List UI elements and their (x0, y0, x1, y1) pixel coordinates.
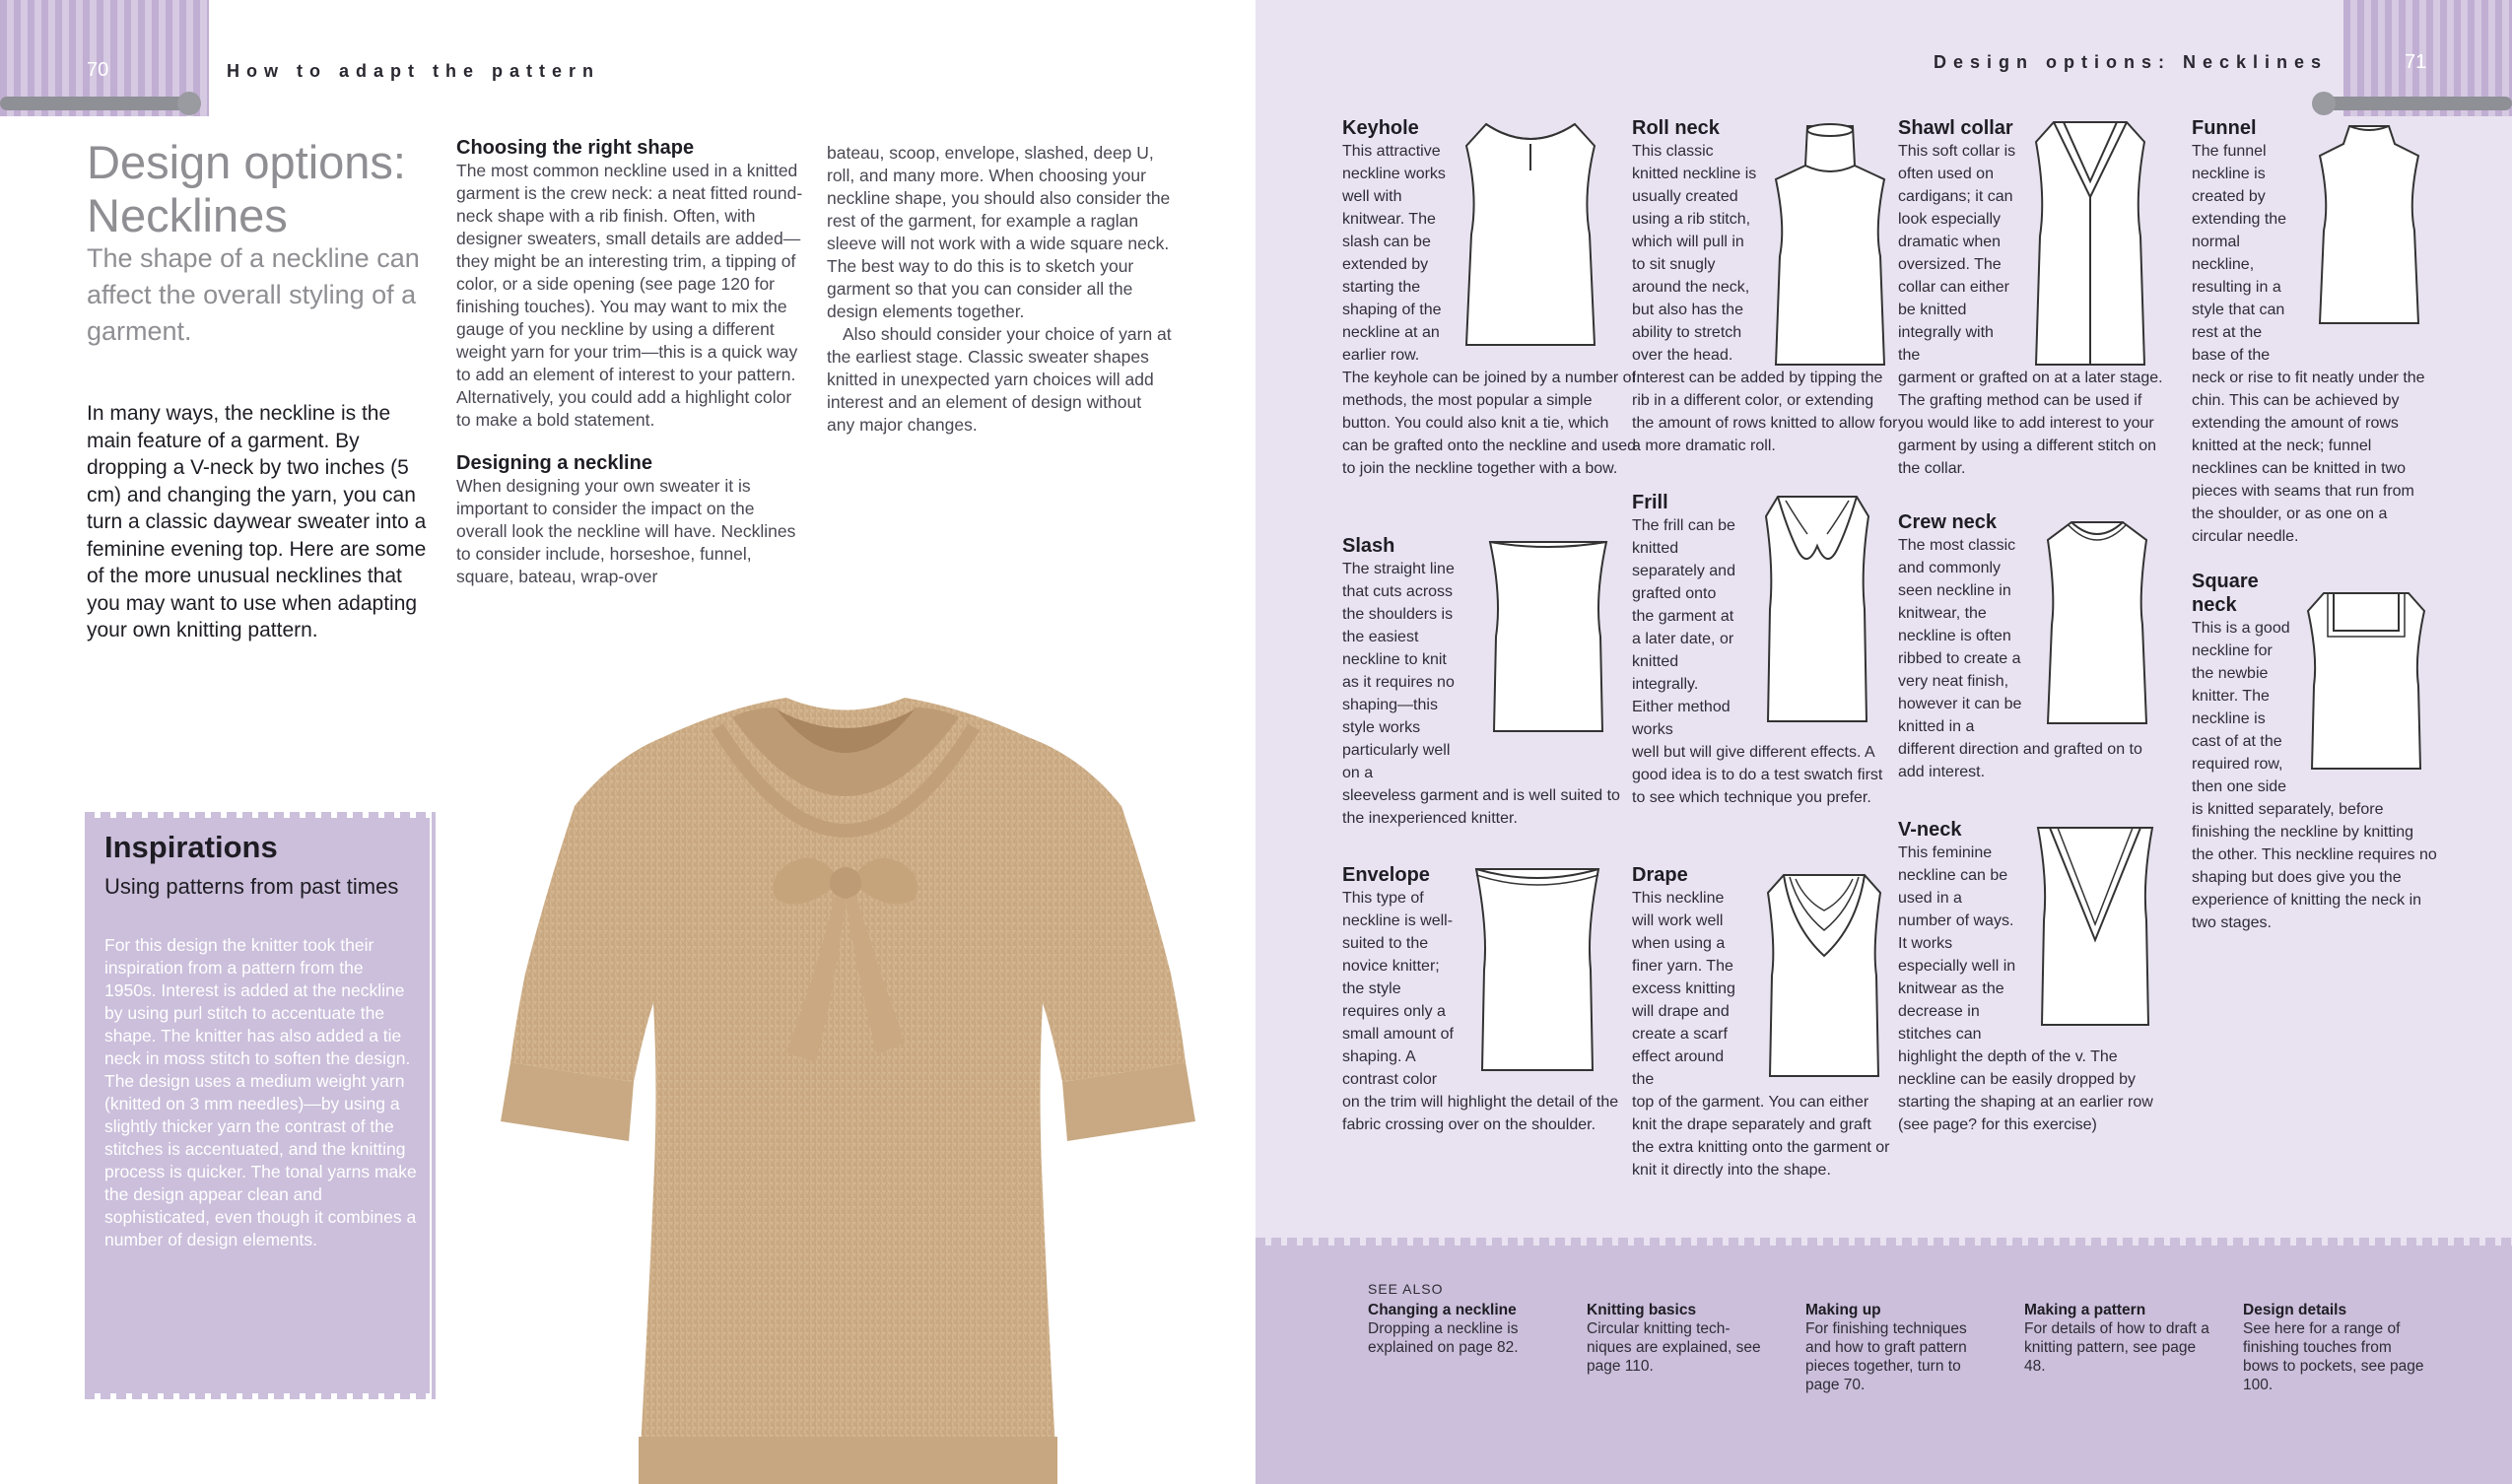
title-line-1: Design options: (87, 136, 406, 188)
heading-designing-neckline: Designing a neckline (456, 452, 652, 474)
roll-neck-heading: Roll neck (1632, 117, 1720, 139)
see-also-item-title: Design details (2243, 1302, 2347, 1318)
roll-neck-garment-icon (1766, 118, 1894, 374)
shawl-collar-text: This soft collar is often used on cardigans; it can look especially dramatic when oversized. The collar can either be knitted integrally with the (1898, 143, 2016, 364)
inspirations-title: Inspirations (104, 830, 278, 864)
drape-heading: Drape (1632, 864, 1688, 886)
frill-text: The frill can be knitted separately and grafted onto the garment at a later date, or knitted integrally. Either method works (1632, 517, 1735, 738)
slash-garment-icon (1484, 538, 1612, 735)
slash-text: The straight line that cuts across the shoulders is the easiest neckline to knit as it requires no shaping—this style works particularly well on a (1342, 561, 1455, 781)
keyhole-text: This attractive neckline works well with knitwear. The slash can be extended by starting the shaping of the neckline at an earlier row. (1342, 143, 1446, 364)
column-1 (456, 136, 803, 588)
slash-text-2: sleeveless garment and is well suited to the inexperienced knitter. (1342, 787, 1620, 827)
shawl-collar-garment-icon (2026, 118, 2154, 371)
text-choosing-shape: The most common neckline used in a knitted garment is the crew neck: a neat fitted round-neck shape with a rib finish. Often, with designer sweaters, small details are added—they might be an interesting trim, a tipping of color, or a side opening (see page 120 for finishing touches). You may want to mix the gauge of you neckline by using a different weight yarn for your trim—this is a quick way to add an element of interest to your pattern. Alternatively, you could add a highlight color to make a bold statement. (456, 161, 803, 430)
running-head-right: Design options: Necklines (1934, 52, 2329, 72)
see-also-item-text: For details of how to draft a knitting pattern, see page 48. (2024, 1320, 2209, 1375)
shawl-collar-text-2: garment or grafted on at a later stage. The grafting method can be used if you would like to add interest to your garment by using a different stitch on the collar. (1898, 370, 2163, 477)
text-designing-neckline: When designing your own sweater it is important to consider the impact on the overall look the neckline will have. Necklines to consider include, horseshoe, funnel, square, bateau, wrap-over (456, 476, 796, 586)
see-also-item[interactable] (1368, 1301, 1555, 1357)
frill-garment-icon (1758, 491, 1876, 727)
keyhole-heading: Keyhole (1342, 117, 1419, 139)
see-also-item-text: For finishing techniques and how to graft pattern pieces together, turn to page 70. (1805, 1320, 1967, 1393)
inspirations-subtitle: Using patterns from past times (104, 874, 399, 899)
envelope-heading: Envelope (1342, 864, 1430, 886)
v-neck-garment-icon (2026, 822, 2164, 1031)
roll-neck-text-2: Interest can be added by tipping the rib in a different color, or extending the amount of rows knitted to allow for a more dramatic roll. (1632, 370, 1898, 454)
v-neck-heading: V-neck (1898, 819, 1962, 841)
page-subtitle: The shape of a neckline can affect the overall styling of a garment. (87, 243, 420, 346)
funnel-garment-icon (2310, 122, 2428, 329)
see-also-item[interactable] (2243, 1301, 2430, 1394)
crew-neck-text: The most classic and commonly seen neckline in knitwear, the neckline is often ribbed to create a very neat finish, however it can be knitted in a (1898, 537, 2022, 735)
square-neck-text-2: is knitted separately, before finishing the neckline by knitting the other. This neckline requires no shaping but does give you the experience of knitting the neck in two stages. (2192, 801, 2437, 931)
see-also-item[interactable] (2024, 1301, 2211, 1376)
square-neck-text: This is a good neckline for the newbie knitter. The neckline is cast of at the required row, then one side (2192, 620, 2290, 795)
inspirations-box (91, 818, 430, 1393)
shawl-collar-heading: Shawl collar (1898, 117, 2013, 139)
v-neck-text-2: highlight the depth of the v. The neckline can be easily dropped by starting the shaping at an earlier row (see page? for this exercise) (1898, 1048, 2153, 1133)
funnel-text: The funnel neckline is created by extending the normal neckline, resulting in a style that can rest at the base of the (2192, 143, 2287, 364)
envelope-garment-icon (1468, 861, 1606, 1076)
running-head-left: How to adapt the pattern (227, 61, 600, 81)
see-also-item-title: Making a pattern (2024, 1302, 2146, 1318)
see-also-item-title: Knitting basics (1587, 1302, 1697, 1318)
text-column-2b: Also should consider your choice of yarn at the earliest stage. Classic sweater shapes knitted in unexpected yarn choices will add interest and an element of design without any major changes. (827, 324, 1172, 435)
title-line-2: Necklines (87, 189, 288, 241)
frill-heading: Frill (1632, 492, 1668, 513)
envelope-text-2: on the trim will highlight the detail of the fabric crossing over on the shoulder. (1342, 1094, 1619, 1133)
v-neck-text: This feminine neckline can be used in a number of ways. It works especially well in knitwear as the decrease in stitches can (1898, 844, 2016, 1043)
roll-neck-text: This classic knitted neckline is usually created using a rib stitch, which will pull in to sit snugly around the neck, but also has the ability to stretch over the head. (1632, 143, 1757, 364)
page-number-right: 71 (2405, 51, 2427, 73)
column-2 (827, 142, 1174, 437)
sweater-photo (491, 678, 1202, 1484)
slash-heading: Slash (1342, 535, 1395, 557)
see-also-label: SEE ALSO (1368, 1281, 1444, 1297)
crew-neck-text-2: different direction and grafted on to add interest. (1898, 741, 2142, 780)
page-number-left: 70 (87, 59, 109, 81)
crew-neck-heading: Crew neck (1898, 511, 1998, 533)
inspirations-text: For this design the knitter took their inspiration from a pattern from the 1950s. Interest is added at the neckline by using purl stitch to accentuate the shape. The knitter has also added a tie neck in moss stitch to soften the design. The design uses a medium weight yarn (knitted on 3 mm needles)—by using a slightly thicker yarn the contrast of the stitches is accentuated, and the knitting process is quicker. The tonal yarns make the design appear clean and sophisticated, even though it combines a number of design elements. (104, 935, 417, 1249)
intro-paragraph: In many ways, the neckline is the main feature of a garment. By dropping a V-neck by two inches (5 cm) and changing the yarn, you can turn a classic daywear sweater into a feminine evening top. Here are some of the more unusual necklines that you may want to use when adapting your own knitting pattern. (87, 402, 427, 641)
text-column-2: bateau, scoop, envelope, slashed, deep U, roll, and many more. When choosing your neckline shape, you should also consider the rest of the garment, for example a raglan sleeve will not work with a wide square neck. The best way to do this is to sketch your garment so that you can consider all the design elements together. (827, 143, 1171, 321)
square-neck-heading: Square neck (2192, 571, 2259, 616)
page-title (87, 136, 406, 242)
heading-choosing-shape: Choosing the right shape (456, 137, 695, 159)
see-also-item-title: Changing a neckline (1368, 1302, 1517, 1318)
drape-garment-icon (1760, 867, 1888, 1082)
knitting-needle-left-icon (0, 97, 189, 110)
square-neck-garment-icon (2302, 587, 2430, 775)
keyhole-text-2: The keyhole can be joined by a number of methods, the most popular a simple button. You could also knit a tie, which can be grafted onto the neckline and used to join the neckline together with a bow. (1342, 370, 1636, 477)
envelope-text: This type of neckline is well-suited to the novice knitter; the style requires only a small amount of shaping. A contrast color (1342, 890, 1454, 1088)
keyhole-garment-icon (1457, 116, 1604, 355)
knitting-needle-right-icon (2324, 97, 2512, 110)
see-also-item[interactable] (1587, 1301, 1774, 1376)
drape-text-2: top of the garment. You can either knit the drape separately and graft the extra knitting onto the garment or knit it directly into the shape. (1632, 1094, 1890, 1179)
funnel-text-2: neck or rise to fit neatly under the chin. This can be achieved by extending the amount of rows knitted at the neck; funnel necklines can be knitted in two pieces with seams that run from the shoulder, or as one on a circular needle. (2192, 370, 2425, 545)
see-also-item-text: Dropping a neckline is explained on page 82. (1368, 1320, 1519, 1356)
see-also-item[interactable] (1805, 1301, 1993, 1394)
see-also-item-title: Making up (1805, 1302, 1881, 1318)
frill-text-2: well but will give different effects. A good idea is to do a test swatch first to see which technique you prefer. (1632, 744, 1883, 806)
funnel-heading: Funnel (2192, 117, 2257, 139)
see-also-item-text: See here for a range of finishing touches from bows to pockets, see page 100. (2243, 1320, 2424, 1393)
drape-text: This neckline will work well when using a finer yarn. The excess knitting will drape and create a scarf effect around the (1632, 890, 1735, 1088)
see-also-item-text: Circular knitting tech-niques are explained, see page 110. (1587, 1320, 1761, 1375)
crew-neck-garment-icon (2038, 516, 2156, 729)
